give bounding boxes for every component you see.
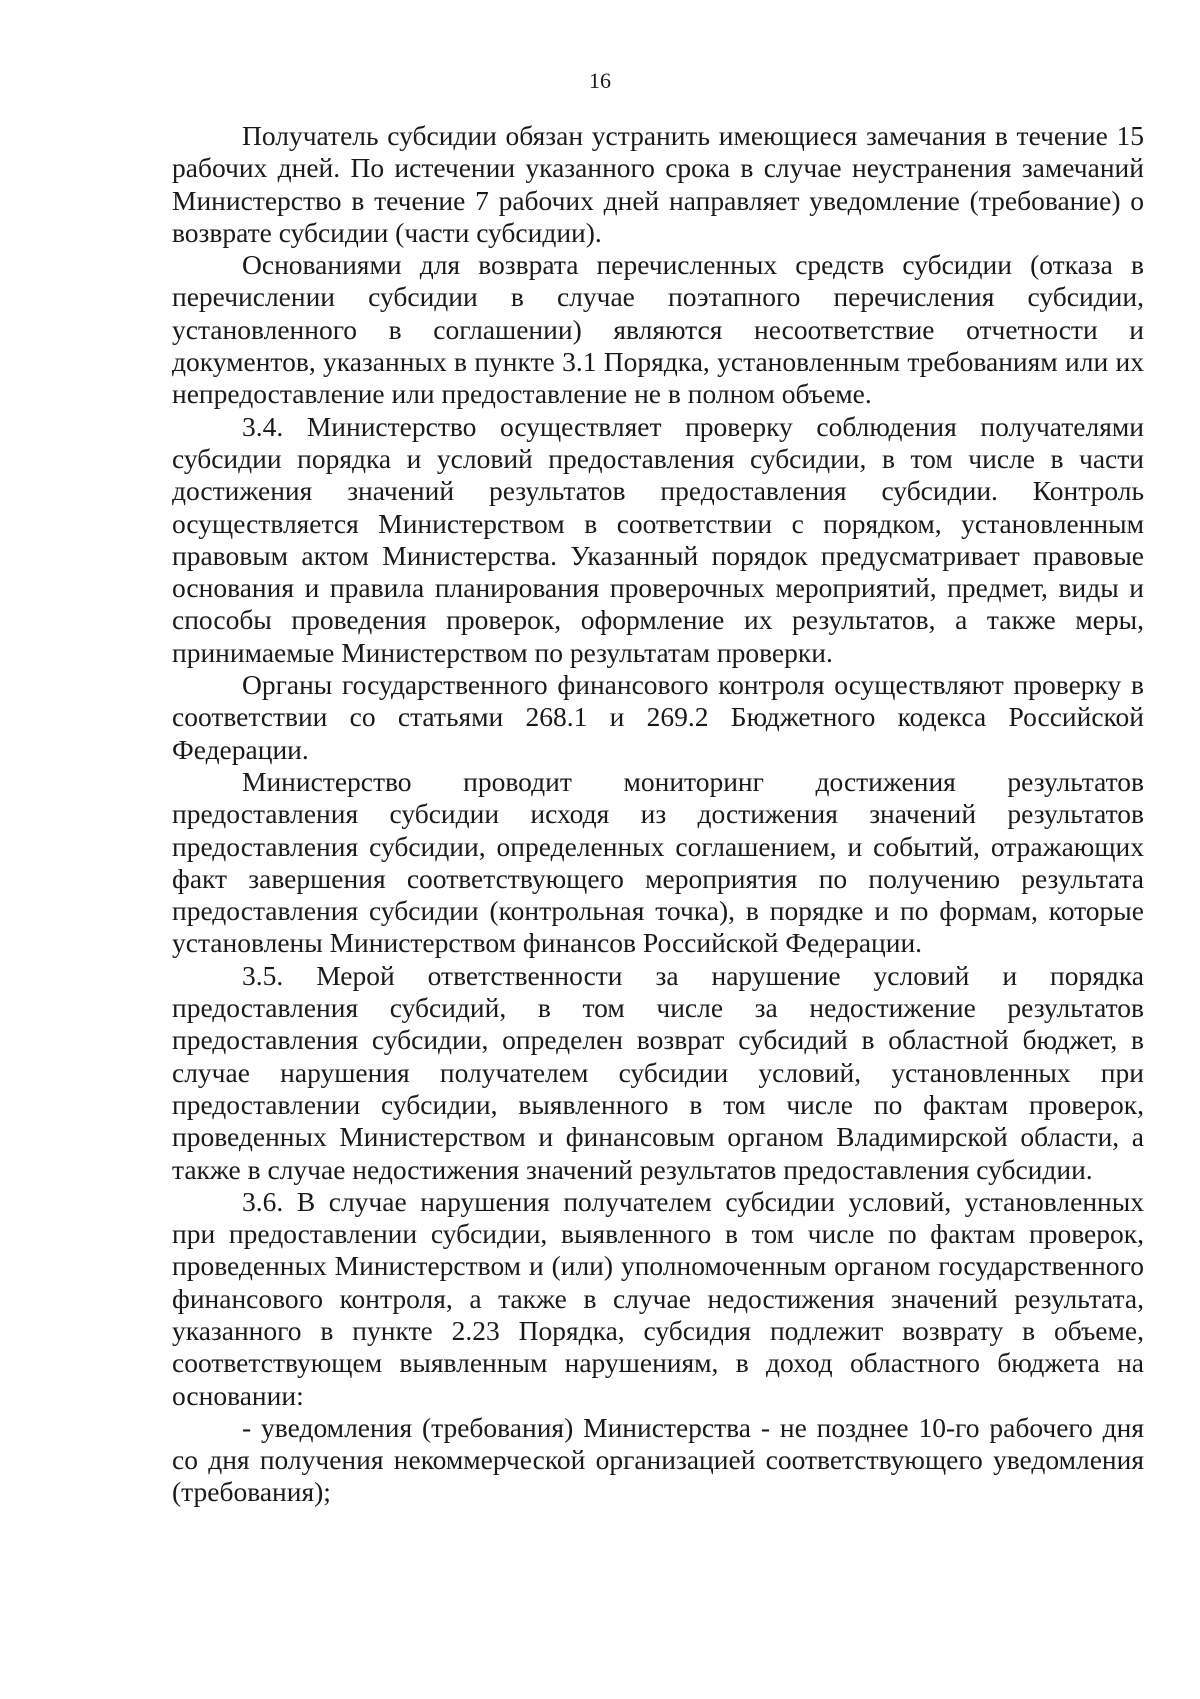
paragraph-notification-item: - уведомления (требования) Министерства - не позднее 10-го рабочего дня со дня получения некоммерческой организацией соответствующего уведомления (требования); xyxy=(172,1411,1144,1508)
page-number: 16 xyxy=(589,68,611,93)
paragraph-3-4-verification: 3.4. Министерство осуществляет проверку соблюдения получателями субсидии порядка и условий предоставления субсидии, в том числе в части достижения значений результатов предоставления субсидии. Контроль осуществляется Министерством в соответствии с порядком, установленным правовым актом Министерства. Указанный порядок предусматривает правовые основания и правила планирования проверочных мероприятий, предмет, виды и способы проведения проверок, оформление их результатов, а также меры, принимаемые Министерством по результатам проверки. xyxy=(172,410,1144,668)
paragraph-financial-control: Органы государственного финансового контроля осуществляют проверку в соответствии со статьями 268.1 и 269.2 Бюджетного кодекса Российской Федерации. xyxy=(172,669,1144,765)
paragraph-3-5-liability: 3.5. Мерой ответственности за нарушение условий и порядка предоставления субсидий, в том числе за недостижение результатов предоставления субсидии, определен возврат субсидий в областной бюджет, в случае нарушения получателем субсидии условий, установленных при предоставлении субсидии, выявленного в том числе по фактам проверок, проведенных Министерством и финансовым органом Владимирской области, а также в случае недостижения значений результатов предоставления субсидии. xyxy=(172,959,1144,1185)
paragraph-3-6-violation: 3.6. В случае нарушения получателем субсидии условий, установленных при предоставлении субсидии, выявленного в том числе по фактам проверок, проведенных Министерством и (или) уполномоченным органом государственного финансового контроля, а также в случае недостижения значений результата, указанного в пункте 2.23 Порядка, субсидия подлежит возврату в объеме, соответствующем выявленным нарушениям, в доход областного бюджета на основании: xyxy=(172,1185,1144,1411)
document-body xyxy=(172,120,1144,1509)
paragraph-monitoring: Министерство проводит мониторинг достижения результатов предоставления субсидии исходя из достижения значений результатов предоставления субсидии, определенных соглашением, и событий, отражающих факт завершения соответствующего мероприятия по получению результата предоставления субсидии (контрольная точка), в порядке и по формам, которые установлены Министерством финансов Российской Федерации. xyxy=(172,765,1144,959)
paragraph-remarks-deadline: Получатель субсидии обязан устранить имеющиеся замечания в течение 15 рабочих дней. По истечении указанного срока в случае неустранения замечаний Министерство в течение 7 рабочих дней направляет уведомление (требование) о возврате субсидии (части субсидии). xyxy=(172,120,1144,248)
paragraph-return-grounds: Основаниями для возврата перечисленных средств субсидии (отказа в перечислении субсидии в случае поэтапного перечисления субсидии, установленного в соглашении) являются несоответствие отчетности и документов, указанных в пункте 3.1 Порядка, установленным требованиям или их непредоставление или предоставление не в полном объеме. xyxy=(172,249,1144,410)
